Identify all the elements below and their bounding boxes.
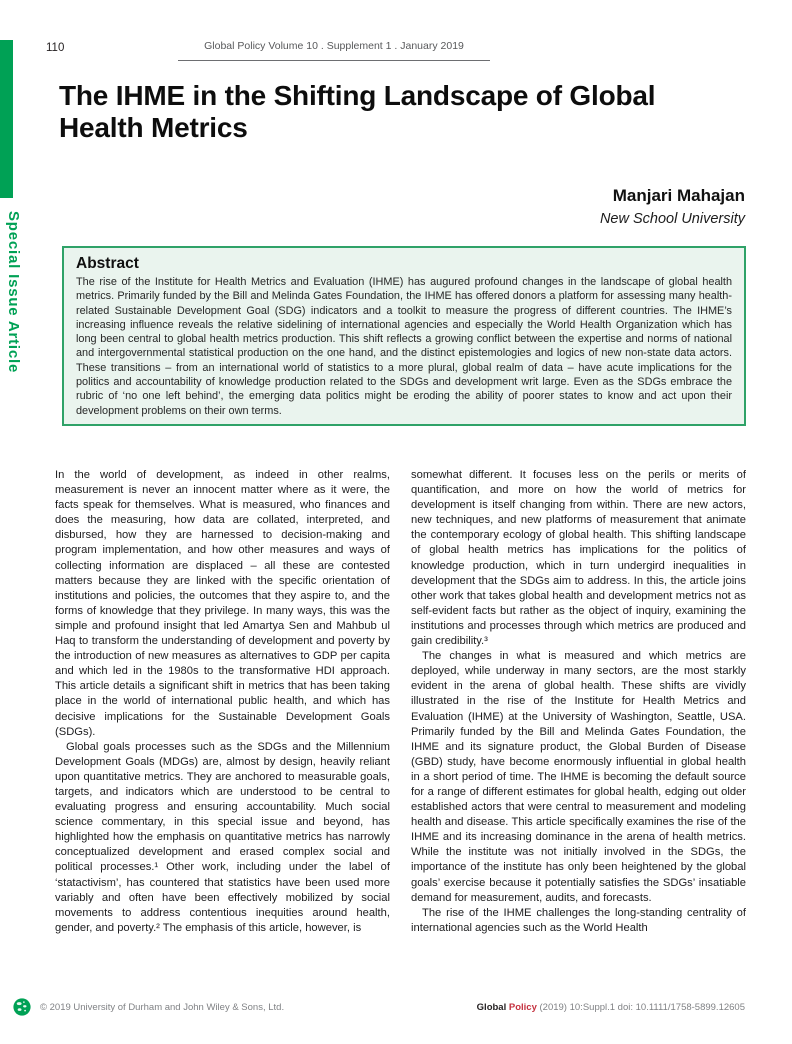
body-column-right	[411, 468, 746, 994]
abstract-text: The rise of the Institute for Health Metrics and Evaluation (IHME) has augured profound changes in the landscape of global health metrics. Primarily funded by the Bill and Melinda Gates Foundation, the IHME has offered donors a platform for assessing many health-related Sustainable Development Goal (SDG) indicators and a toolkit to measure the progress of different countries. The IHME’s increasing influence reveals the relative sidelining of international agencies and especially the World Health Organization which has long been central to global health metrics production. This shift reflects a growing conflict between the expertise and norms of national and intergovernmental statistical production on the one hand, and the distinct epistemologies and logics of new non-state data actors. These transitions – from an international world of statistics to a more plural, global realm of data – have acute implications for the politics and accountability of knowledge production related to the SDGs and development writ large. Even as the SDGs embrace the rubric of ‘no one left behind’, the emerging data politics might be eroding the ability of poorer states to know and act upon their development problems on their own terms.	[76, 276, 732, 417]
paragraph: Global goals processes such as the SDGs and the Millennium Development Goals (MDGs) are, almost by design, heavily reliant upon quantitative metrics. They are anchored to measurable goals, targets, and indicators which are understood to be central to evaluating progress and ensuring accountability. Much social science commentary, in this special issue and beyond, has highlighted how the emphasis on quantitative metrics has narrowly conceptualized development and erased complex social and political processes.¹ Other work, including under the label of ‘statactivism’, has countered that statistics have been used more variably and often have been effectively mobilized by social movements to address contentious inequities around health, gender, and poverty.² The emphasis of this article, however, is	[55, 740, 390, 934]
journal-citation	[477, 1002, 745, 1013]
abstract-heading: Abstract	[76, 255, 139, 272]
page-number: 110	[46, 42, 65, 54]
journal-name-part-1: Global	[476, 1002, 509, 1013]
publisher-globe-icon	[13, 998, 31, 1016]
paragraph: The rise of the IHME challenges the long-standing centrality of international agencies such as the World Health	[411, 906, 746, 934]
issue-color-bar	[0, 40, 13, 198]
author-block	[600, 186, 745, 227]
journal-name-part-2: Policy	[508, 1002, 537, 1013]
article-title-line-1: The IHME in the Shifting Landscape of Global	[59, 80, 656, 111]
body-column-left	[55, 468, 390, 994]
paragraph: somewhat different. It focuses less on the perils or merits of quantification, and more on how the world of metrics for development is itself changing from within. There are new actors, new techniques, and new platforms of measurement that animate the contemporary ecology of global health. This shifting landscape of global health metrics has implications for the politics of knowledge production, which in turn undergird inequalities in development that the SDGs aim to address. In this, the article joins other work that takes global health and development metrics not as self-evident facts but rather as the object of inquiry, examining the institutions and processes through which metrics are produced and gain credibility.³	[411, 469, 746, 648]
author-affiliation: New School University	[599, 211, 745, 227]
article-body	[55, 468, 746, 994]
paragraph: In the world of development, as indeed in other realms, measurement is never an innocent matter where as it were, the facts speak for themselves. What is measured, who finances and does the measuring, how data are collated, interpreted, and disbursed, how they are harnessed to decision-making and program implementation, and how other measures and ways of collecting information are displaced – all these are contested matters because they are linked with the specific orientation of institutions and policies, the outcomes that they aspire to, and the forms of knowledge that they privilege. In many ways, this was the simple and profound insight that led Amartya Sen and Mahbub ul Haq to transform the understanding of development and poverty by the introduction of new measures as alternatives to GDP per capita and which led in the 1980s to the transformative HDI approach. This article details a significant shift in metrics that has been taking place in the world of international public health, and which has decisive implications for the Sustainable Development Goals (SDGs).	[55, 469, 390, 738]
sidebar-section-label: Special Issue Article	[5, 211, 22, 374]
author-name: Manjari Mahajan	[612, 186, 745, 205]
article-title	[59, 80, 749, 144]
paragraph: The changes in what is measured and which metrics are deployed, while underway in many sectors, are the most starkly evident in the arena of global health. These shifts are vividly illustrated in the rise of the Institute for Health Metrics and Evaluation (IHME) at the University of Washington, Seattle, USA. Primarily funded by the Bill and Melinda Gates Foundation, the IHME and its signature product, the Global Burden of Disease (GBD) study, have become enormously influential in global health in a short period of time. The IHME is becoming the default source for a range of different estimates for global health, edging out older established actors that were central to measurement and modeling health and disease. This article specifically examines the rise of the IHME and its increasing dominance in the arena of health metrics. While the institute was not initially involved in the SDGs, the importance of the institute has only been heightened by the global goals’ exercise because it potentially satisfies the SDGs’ insatiable demand for measurement, audits, and forecasts.	[411, 650, 746, 904]
copyright-notice: © 2019 University of Durham and John Wiley & Sons, Ltd.	[40, 1002, 285, 1013]
citation-details: (2019) 10:Suppl.1 doi: 10.1111/1758-5899.12605	[536, 1002, 745, 1013]
journal-header: Global Policy Volume 10 . Supplement 1 . January 2019	[178, 40, 490, 61]
article-title-line-2: Health Metrics	[59, 112, 248, 143]
abstract-box	[62, 246, 746, 426]
